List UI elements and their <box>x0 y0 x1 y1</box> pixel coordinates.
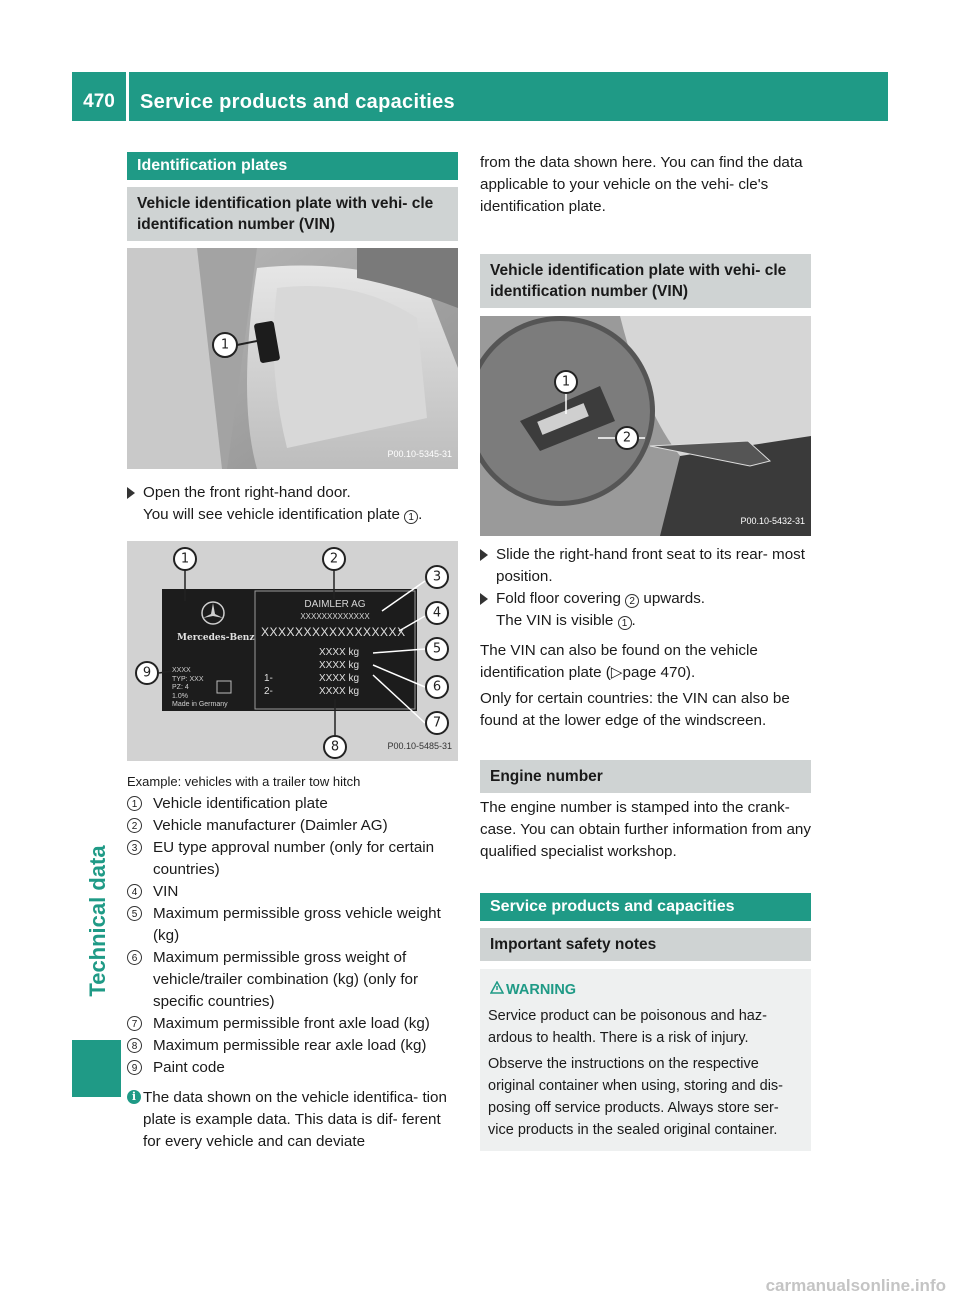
sidebar-section-label: Technical data <box>85 845 110 997</box>
list-item: 2 Vehicle manufacturer (Daimler AG) <box>127 815 458 837</box>
warning-text-2: Observe the instructions on the respective original container when using, storing and dis- posing off service products. Always store ser- vice products in the sealed original container. <box>488 1056 784 1138</box>
plate-weights <box>319 646 359 698</box>
figure-caption: Example: vehicles with a trailer tow hitch <box>127 774 361 789</box>
svg-text:2: 2 <box>622 430 632 446</box>
warning-heading <box>488 979 803 1001</box>
info-icon: i <box>127 1090 141 1104</box>
plate-line: PZ: 4 <box>172 684 189 691</box>
page-reference-link[interactable]: page 470). <box>622 664 696 681</box>
list-item: 6 Maximum permissible gross weight of vehicle/trailer combination (kg) (only for specific countries) <box>127 947 458 1013</box>
plate-weight-1: XXXX kg <box>319 647 360 658</box>
svg-text:1: 1 <box>180 551 190 567</box>
svg-text:1: 1 <box>561 374 571 390</box>
heading-identification-plates: Identification plates <box>127 152 458 180</box>
svg-text:9: 9 <box>142 665 152 681</box>
plate-line: XXXX <box>172 667 191 674</box>
sidebar <box>72 121 121 1061</box>
list-item: 4 VIN <box>127 881 458 903</box>
floor-vin-photo <box>480 316 811 536</box>
callout-1-icon: 1 <box>404 510 418 524</box>
site-watermark: carmanualsonline.info <box>765 1276 946 1295</box>
plate-axle-2: 2- <box>264 686 273 697</box>
step-text-end: upwards. <box>639 590 706 607</box>
plate-vin: XXXXXXXXXXXXXXXXX <box>261 625 406 639</box>
sidebar-marker <box>72 1040 121 1097</box>
windscreen-paragraph: Only for certain countries: the VIN can also be found at the lower edge of the windscreen. <box>480 690 790 729</box>
heading-safety-notes: Important safety notes <box>480 928 811 961</box>
identification-plate-diagram <box>127 541 458 761</box>
door-pillar-photo <box>127 248 458 469</box>
list-item: 5 Maximum permissible gross vehicle weight (kg) <box>127 903 458 947</box>
list-item: 9 Paint code <box>127 1057 458 1079</box>
plate-paint-block <box>172 667 228 710</box>
svg-text:5: 5 <box>432 641 442 657</box>
heading-engine-number: Engine number <box>480 760 811 793</box>
list-item: 1 Vehicle identification plate <box>127 793 458 815</box>
plate-brand: Mercedes-Benz <box>177 633 255 643</box>
svg-text:3: 3 <box>432 569 442 585</box>
info-text: The data shown on the vehicle identifica- tion plate is example data. This data is dif- ferent for every vehicle and can deviate <box>143 1089 447 1150</box>
list-item: 3 EU type approval number (only for certain countries) <box>127 837 458 881</box>
engine-paragraph: The engine number is stamped into the crank- case. You can obtain further information from any qualified specialist workshop. <box>480 799 811 860</box>
warning-label: WARNING <box>506 982 577 998</box>
arrow-icon <box>480 549 488 561</box>
warning-box <box>480 969 811 1151</box>
header-divider <box>126 72 129 121</box>
plate-axle-1: 1- <box>264 673 273 684</box>
page-number: 470 <box>83 91 115 112</box>
plate-axles <box>264 672 273 698</box>
plate-weight-3: XXXX kg <box>319 673 360 684</box>
plate-maker: DAIMLER AG <box>304 599 366 610</box>
diagram-code: P00.10-5485-31 <box>387 741 452 751</box>
heading-service-products: Service products and capacities <box>480 893 811 921</box>
svg-text:6: 6 <box>432 679 442 695</box>
page-title: Service products and capacities <box>140 91 455 113</box>
list-item: 7 Maximum permissible front axle load (kg) <box>127 1013 458 1035</box>
svg-text:7: 7 <box>432 715 442 731</box>
instruction-step: Open the front right-hand door. You will see vehicle identification plate 1 . <box>127 482 458 526</box>
arrow-icon <box>480 593 488 605</box>
plate-weight-2: XXXX kg <box>319 660 360 671</box>
right-column <box>480 152 811 1151</box>
svg-text:1: 1 <box>220 337 230 353</box>
callout-1-icon: 1 <box>618 616 632 630</box>
warning-text-1: Service product can be poisonous and haz- ardous to health. There is a risk of injury. <box>488 1008 767 1046</box>
arrow-icon <box>127 487 135 499</box>
plate-line: Made in Germany <box>172 701 228 708</box>
plate-line: 1.0% <box>172 692 188 700</box>
step-result-text: You will see vehicle identification plate <box>143 506 405 523</box>
plate-line: TYP: XXX <box>172 675 204 683</box>
svg-text:8: 8 <box>330 739 340 755</box>
legend-list <box>127 793 458 1079</box>
plate-weight-4: XXXX kg <box>319 686 360 697</box>
warning-triangle-icon <box>490 981 504 994</box>
instruction-step <box>480 544 811 588</box>
instruction-step: Fold floor covering 2 upwards. The VIN is visible 1 . <box>480 588 811 632</box>
header-bar <box>72 72 888 121</box>
callout-2-icon: 2 <box>625 594 639 608</box>
info-note <box>127 1087 458 1153</box>
left-column <box>127 152 458 1153</box>
continued-text: from the data shown here. You can find the data applicable to your vehicle on the vehi- cle's identification plate. <box>480 154 803 215</box>
step-result-text: The VIN is visible <box>496 612 618 629</box>
step-text: Slide the right-hand front seat to its rear- most position. <box>496 546 805 585</box>
heading-vin-plate-2: Vehicle identification plate with vehi- cle identification number (VIN) <box>480 254 811 308</box>
step-text: Fold floor covering <box>496 590 626 607</box>
paragraph-text: The VIN can also be found on the vehicle identification plate ( <box>480 642 758 681</box>
step-text: Open the front right-hand door. <box>143 484 351 501</box>
vin-location-paragraph <box>480 640 811 684</box>
photo-code-2: P00.10-5432-31 <box>740 516 805 526</box>
svg-text:2: 2 <box>329 551 339 567</box>
page-ref-arrow-icon: ▷ <box>610 664 623 681</box>
plate-type-number: XXXXXXXXXXXXX <box>300 612 370 621</box>
list-item: 8 Maximum permissible rear axle load (kg) <box>127 1035 458 1057</box>
photo-code: P00.10-5345-31 <box>387 449 452 459</box>
heading-vin-plate: Vehicle identification plate with vehi- cle identification number (VIN) <box>127 187 458 241</box>
svg-text:4: 4 <box>432 605 442 621</box>
